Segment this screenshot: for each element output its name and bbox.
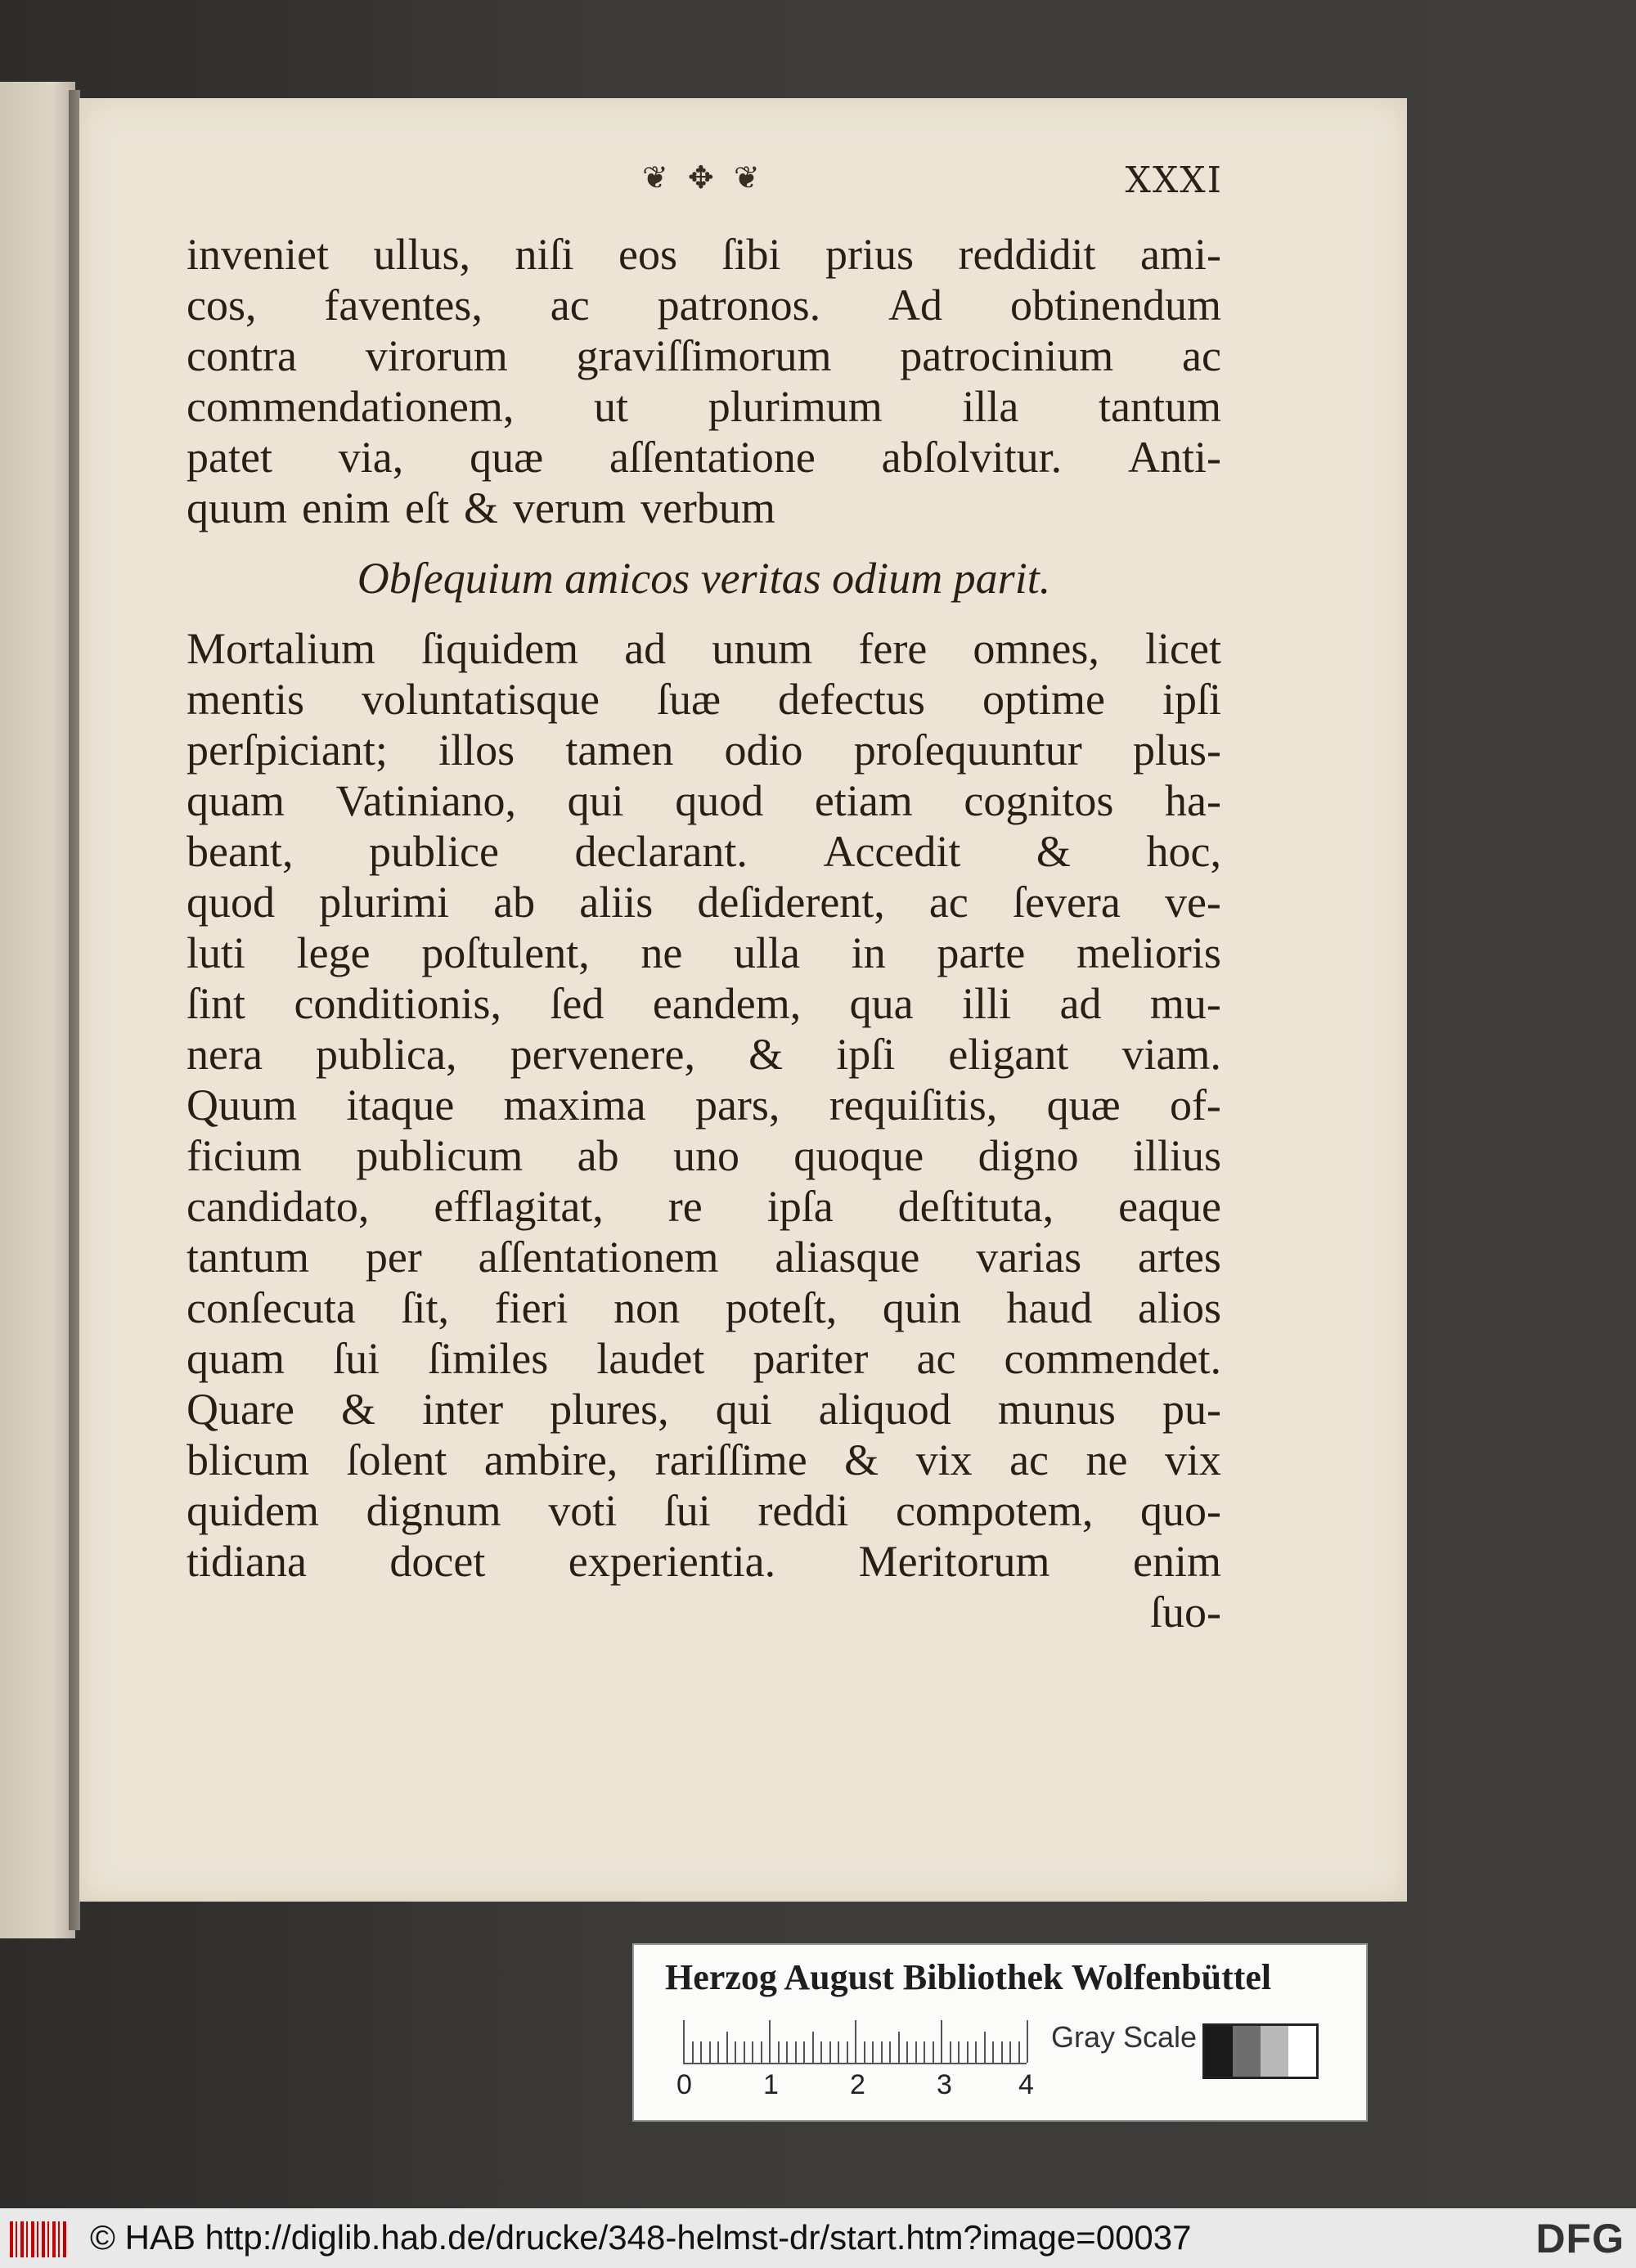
text-line: commendationem, ut plurimum illa tantum [187, 382, 1221, 431]
text-line: candidato, efflagitat, re ipſa deſtituta, eaque [187, 1182, 1221, 1231]
text-line: mentis voluntatisque ſuæ defectus optime ipſi [187, 675, 1221, 724]
ruler-tick [992, 2041, 994, 2063]
header-ornament: ❦ ✥ ❦ [642, 159, 765, 195]
text-line: tantum per aſſentationem aliasque varias artes [187, 1233, 1221, 1282]
ruler-tick [898, 2032, 900, 2063]
text-line: ſint conditionis, ſed eandem, qua illi ad mu- [187, 979, 1221, 1028]
text-line: quod plurimi ab aliis deſiderent, ac ſevera ve- [187, 878, 1221, 927]
ruler-tick [717, 2041, 719, 2063]
barcode-icon [10, 2221, 69, 2257]
text-line: luti lege poſtulent, ne ulla in parte melioris [187, 928, 1221, 977]
ruler-tick [769, 2020, 771, 2063]
text-line: blicum ſolent ambire, rariſſime & vix ac ne vix [187, 1435, 1221, 1484]
dfg-logo: DFG [1535, 2216, 1625, 2261]
gray-swatch-cell [1205, 2026, 1233, 2077]
ruler-tick [975, 2041, 977, 2063]
text-line: inveniet ullus, niſi eos ſibi prius reddidit ami- [187, 230, 1221, 279]
paragraph-after-motto [187, 623, 1221, 1587]
ruler-tick [752, 2041, 753, 2063]
ruler-tick [820, 2041, 822, 2063]
ruler-tick [761, 2041, 762, 2063]
text-line: quam Vatiniano, qui quod etiam cognitos ha- [187, 776, 1221, 825]
ruler-tick [838, 2041, 839, 2063]
ruler-tick [726, 2032, 728, 2063]
ruler-tick [984, 2032, 986, 2063]
ruler-tick [967, 2041, 969, 2063]
text-line: Mortalium ſiquidem ad unum fere omnes, licet [187, 624, 1221, 673]
ruler-tick [872, 2041, 874, 2063]
text-line: nera publica, pervenere, & ipſi eligant viam. [187, 1030, 1221, 1079]
body-text [187, 229, 1221, 1637]
gray-scale-swatch [1202, 2023, 1319, 2079]
ruler-number: 2 [850, 2069, 865, 2100]
ruler-tick [709, 2041, 711, 2063]
ruler-tick [803, 2041, 805, 2063]
gray-swatch-cell [1233, 2026, 1261, 2077]
ruler-tick [847, 2041, 848, 2063]
text-line: quum enim eſt & verum verbum [187, 483, 775, 532]
text-line: beant, publice declarant. Accedit & hoc, [187, 827, 1221, 876]
binding-gutter [69, 90, 80, 1930]
gray-swatch-cell [1261, 2026, 1288, 2077]
ruler-tick [829, 2041, 831, 2063]
ruler-tick [795, 2041, 797, 2063]
motto: Obſequium amicos veritas odium parit. [357, 554, 1051, 603]
text-line: perſpiciant; illos tamen odio proſequuntur plus- [187, 725, 1221, 775]
copyright-link[interactable]: © HAB http://diglib.hab.de/drucke/348-helmst-dr/start.htm?image=00037 [90, 2218, 1192, 2257]
ruler-tick [1001, 2041, 1003, 2063]
ruler-tick [786, 2041, 788, 2063]
ruler-tick [864, 2041, 865, 2063]
ruler-tick [889, 2041, 891, 2063]
page-number: XXXI [1125, 159, 1223, 201]
text-line: contra virorum graviſſimorum patrocinium ac [187, 331, 1221, 380]
text-line: tidiana docet experientia. Meritorum enim [187, 1537, 1221, 1586]
text-line: patet via, quæ aſſentatione abſolvitur. Anti- [187, 433, 1221, 482]
ruler-tick [958, 2041, 960, 2063]
ruler-number: 1 [763, 2069, 779, 2100]
text-line: ficium publicum ab uno quoque digno illius [187, 1131, 1221, 1180]
ruler-tick [735, 2041, 736, 2063]
ruler-tick [924, 2041, 925, 2063]
measurement-ruler [683, 2020, 1027, 2064]
facing-page-edge [0, 82, 75, 1938]
ruler-tick [683, 2020, 685, 2063]
text-line: conſecuta ſit, fieri non poteſt, quin haud alios [187, 1283, 1221, 1332]
ruler-tick [700, 2041, 702, 2063]
gray-swatch-cell [1288, 2026, 1316, 2077]
text-line: Quum itaque maxima pars, requiſitis, quæ of- [187, 1080, 1221, 1130]
ruler-tick [1009, 2041, 1011, 2063]
gray-scale-label: Gray Scale [1051, 2020, 1198, 2054]
ruler-tick [855, 2020, 856, 2063]
ruler-number: 4 [1018, 2069, 1034, 2100]
text-line: cos, faventes, ac patronos. Ad obtinendum [187, 281, 1221, 330]
ruler-tick [881, 2041, 883, 2063]
ruler-tick [950, 2041, 951, 2063]
ruler-number: 0 [676, 2069, 692, 2100]
text-line: quam ſui ſimiles laudet pariter ac commendet. [187, 1334, 1221, 1383]
ruler-tick [915, 2041, 917, 2063]
text-line: Quare & inter plures, qui aliquod munus pu- [187, 1385, 1221, 1434]
text-line: quidem dignum voti ſui reddi compotem, quo- [187, 1486, 1221, 1535]
ruler-tick [906, 2041, 908, 2063]
ruler-tick [778, 2041, 780, 2063]
ruler-number: 3 [937, 2069, 952, 2100]
library-name: Herzog August Bibliothek Wolfenbüttel [665, 1957, 1272, 1997]
ruler-tick [744, 2041, 745, 2063]
paragraph-before-motto [187, 229, 1221, 533]
catchword-line [187, 1587, 1221, 1637]
ruler-tick [933, 2041, 934, 2063]
ruler-tick [692, 2041, 694, 2063]
ruler-tick [1018, 2041, 1020, 2063]
ruler-tick [941, 2020, 942, 2063]
ruler-tick [812, 2032, 814, 2063]
page-header [184, 159, 1223, 209]
ruler-tick [1027, 2020, 1028, 2063]
catchword: ſuo- [1150, 1588, 1221, 1637]
library-color-card [632, 1943, 1368, 2122]
viewer-footer [0, 2208, 1636, 2268]
